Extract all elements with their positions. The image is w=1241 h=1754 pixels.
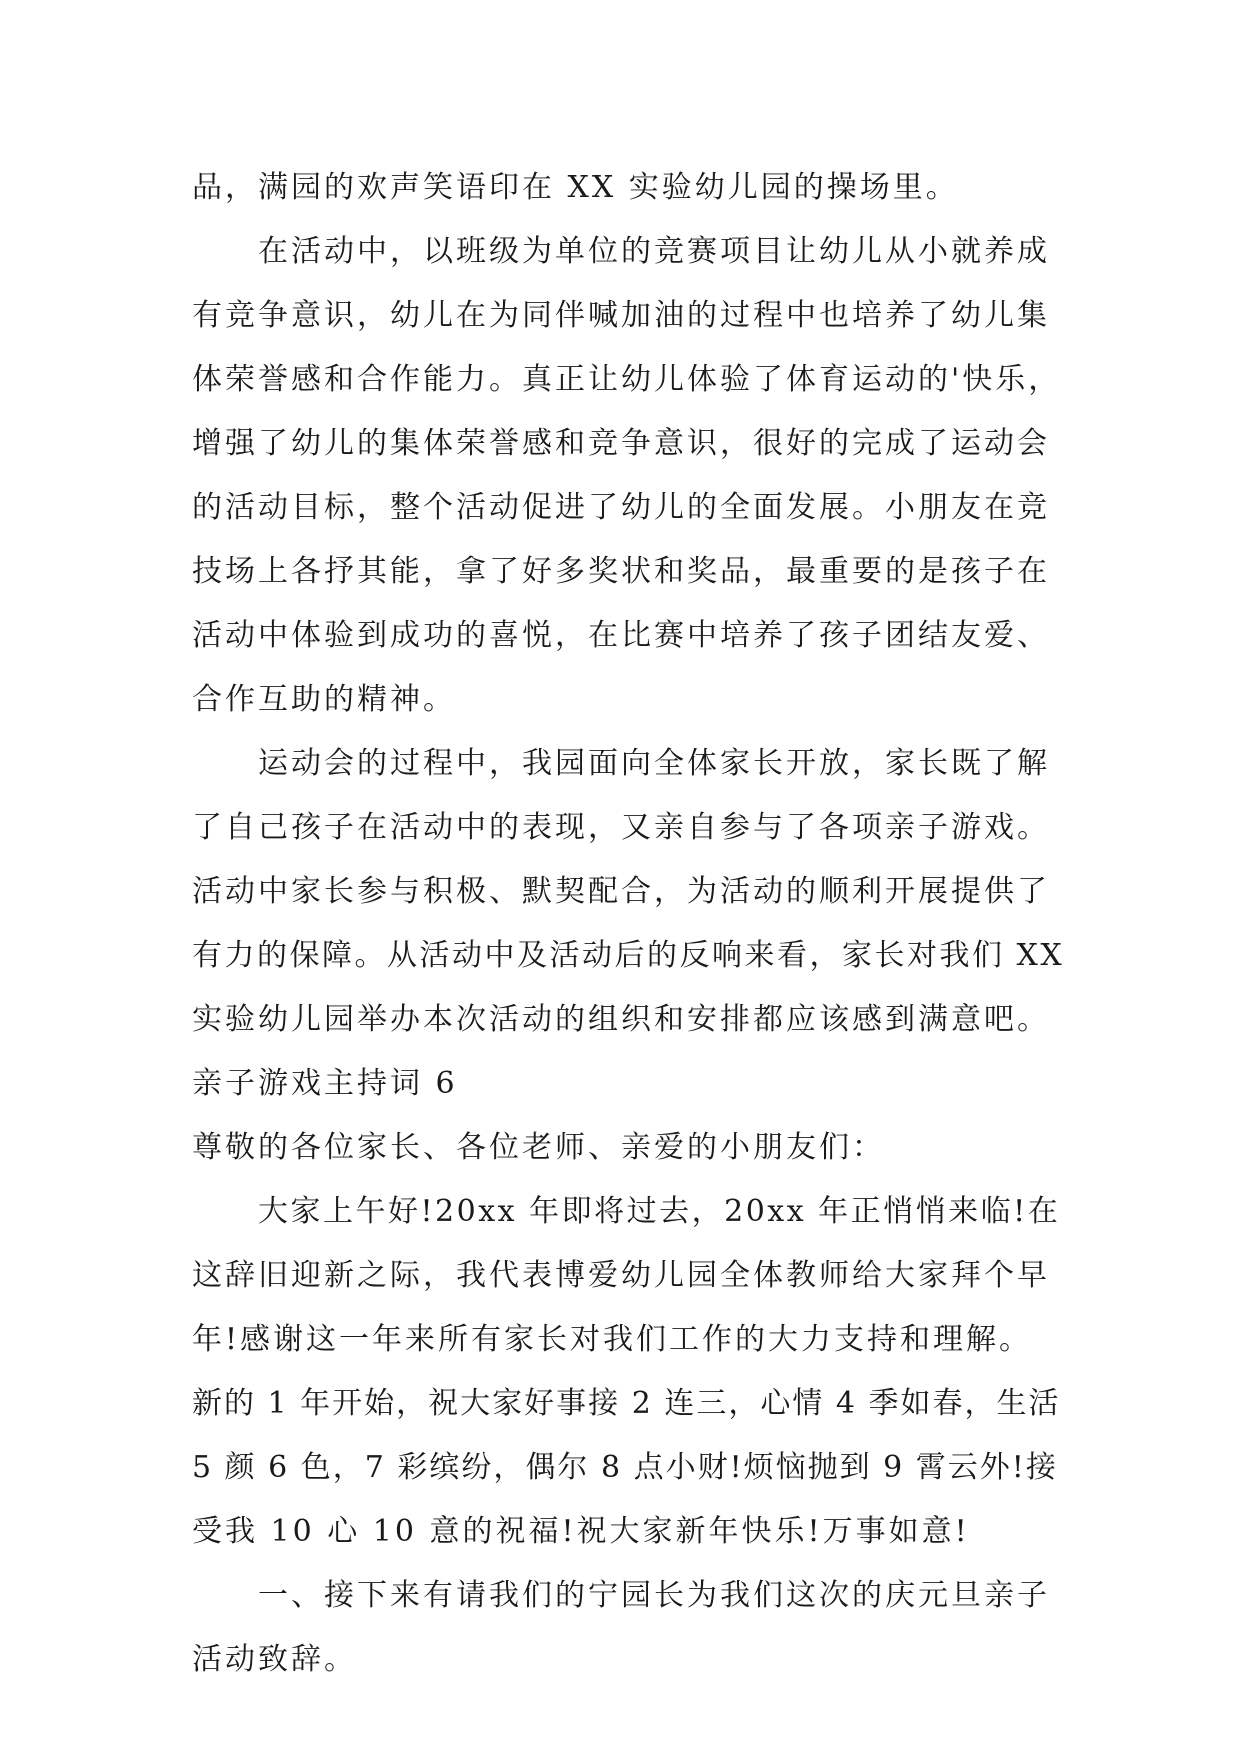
text-line: 年!感谢这一年来所有家长对我们工作的大力支持和理解。 <box>192 1322 1033 1357</box>
text-line: 了自己孩子在活动中的表现，又亲自参与了各项亲子游戏。 <box>192 810 1050 845</box>
document-body <box>192 156 1072 1692</box>
text-line: 有竞争意识，幼儿在为同伴喊加油的过程中也培养了幼儿集 <box>192 298 1050 333</box>
text-line: 实验幼儿园举办本次活动的组织和安排都应该感到满意吧。 <box>192 1002 1050 1037</box>
text-line: 增强了幼儿的集体荣誉感和竞争意识，很好的完成了运动会 <box>192 426 1050 461</box>
text-line: 的活动目标，整个活动促进了幼儿的全面发展。小朋友在竞 <box>192 490 1050 525</box>
text-line: 5 颜 6 色，7 彩缤纷，偶尔 8 点小财!烦恼抛到 9 霄云外!接 <box>192 1450 1058 1485</box>
text-line: 受我 10 心 10 意的祝福!祝大家新年快乐!万事如意! <box>192 1514 970 1549</box>
text-line: 合作互助的精神。 <box>192 682 456 717</box>
section-heading: 亲子游戏主持词 6 <box>192 1066 458 1101</box>
text-line: 这辞旧迎新之际，我代表博爱幼儿园全体教师给大家拜个早 <box>192 1258 1050 1293</box>
salutation-line: 尊敬的各位家长、各位老师、亲爱的小朋友们： <box>192 1130 885 1165</box>
text-line: 有力的保障。从活动中及活动后的反响来看，家长对我们 XX <box>192 938 1065 973</box>
text-line: 活动中体验到成功的喜悦，在比赛中培养了孩子团结友爱、 <box>192 618 1050 653</box>
text-line: 运动会的过程中，我园面向全体家长开放，家长既了解 <box>258 746 1050 781</box>
text-line: 活动中家长参与积极、默契配合，为活动的顺利开展提供了 <box>192 874 1050 909</box>
text-line: 活动致辞。 <box>192 1642 357 1677</box>
text-line: 一、接下来有请我们的宁园长为我们这次的庆元旦亲子 <box>258 1578 1050 1613</box>
text-line: 新的 1 年开始，祝大家好事接 2 连三，心情 4 季如春，生活 <box>192 1386 1061 1421</box>
text-line: 在活动中，以班级为单位的竞赛项目让幼儿从小就养成 <box>258 234 1050 269</box>
text-line: 体荣誉感和合作能力。真正让幼儿体验了体育运动的'快乐， <box>192 362 1062 397</box>
text-line: 品，满园的欢声笑语印在 XX 实验幼儿园的操场里。 <box>192 170 959 205</box>
text-line: 技场上各抒其能，拿了好多奖状和奖品，最重要的是孩子在 <box>192 554 1050 589</box>
text-line: 大家上午好!20xx 年即将过去，20xx 年正悄悄来临!在 <box>258 1194 1061 1229</box>
